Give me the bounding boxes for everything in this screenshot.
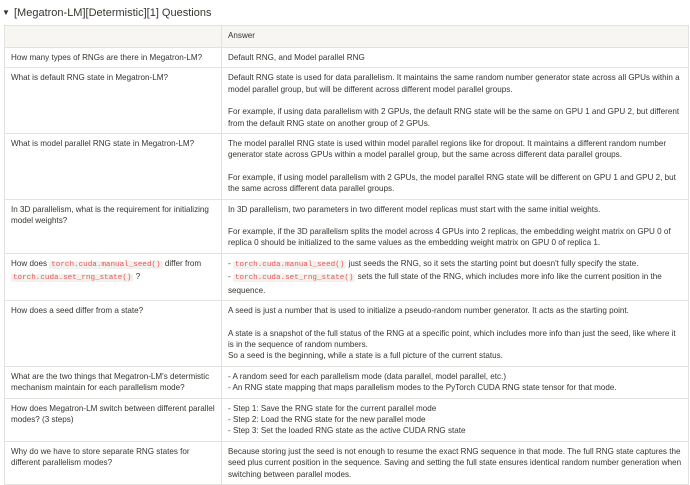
answer-list-item: - An RNG state mapping that maps parallelism modes to the PyTorch CUDA RNG state tensor for that mode. [228,383,617,393]
inline-code: torch.cuda.manual_seed() [234,260,345,269]
answer-list-item: - torch.cuda.manual_seed() just seeds the RNG, so it sets the starting point but doesn't fully specify the state. [228,258,639,269]
answer-list-item: - Step 1: Save the RNG state for the current parallel mode [228,403,437,413]
table-row [5,68,689,134]
inline-code: torch.cuda.manual_seed() [51,260,161,269]
answer-paragraph: A state is a snapshot of the full status of the RNG at a specific point, which includes more info than just the seed, like where it is in the sequence of random numbers. [228,328,676,349]
answer-paragraph: For example, if using data parallelism with 2 GPUs, the default RNG state will be the same on GPU 1 and GPU 2, but different from the default RNG state on another group of 2 GPUs. [228,107,680,128]
inline-code: torch.cuda.set_rng_state() [234,274,354,283]
table-row [5,199,689,253]
answer-paragraph: Default RNG state is used for data parallelism. It maintains the same random number generator state across all GPUs within a model parallel group, but will be different across different model parallel groups. [228,73,680,94]
question-cell[interactable]: How does a seed differ from a state? [5,301,222,367]
table-row [5,134,689,200]
question-cell[interactable]: What is default RNG state in Megatron-LM? [5,68,222,134]
answer-cell[interactable] [222,199,689,253]
table-row [5,253,689,300]
toggle-arrow-icon[interactable]: ▼ [2,8,10,17]
inline-code: torch.cuda.set_rng_state() [13,274,132,283]
answer-paragraph: For example, if the 3D parallelism splits the model across 4 GPUs into 2 replicas, the embedding weight matrix on GPU 0 of replica 0 should be initialized to the same values as the embedding weight matrix on GPU 0 of replica 1. [228,227,671,248]
question-cell[interactable]: How does Megatron-LM switch between different parallel modes? (3 steps) [5,398,222,441]
question-cell[interactable] [5,253,222,300]
answer-paragraph: The model parallel RNG state is used within model parallel regions like for dropout. It maintains a different random number generator state across GPUs within a model parallel group, but the same across different data parallel groups. [228,139,667,160]
answer-paragraph: So a seed is the beginning, while a state is a full picture of the current status. [228,351,503,361]
table-row [5,48,689,68]
question-cell[interactable]: In 3D parallelism, what is the requirement for initializing model weights? [5,199,222,253]
answer-list-item: - A random seed for each parallelism mode (data parallel, model parallel, etc.) [228,371,507,381]
answer-cell[interactable] [222,398,689,441]
page-header [0,0,690,25]
answer-cell[interactable] [222,301,689,367]
answer-list-item: - Step 2: Load the RNG state for the new parallel mode [228,414,426,424]
question-cell[interactable]: What are the two things that Megatron-LM's determistic mechanism maintain for each parallelism mode? [5,366,222,398]
answer-cell[interactable] [222,253,689,300]
answer-cell[interactable] [222,134,689,200]
answer-cell[interactable] [222,68,689,134]
answer-cell[interactable]: Default RNG, and Model parallel RNG [222,48,689,68]
answer-paragraph: A seed is just a number that is used to initialize a pseudo-random number generator. It acts as the starting point. [228,306,629,316]
answer-column-header[interactable]: Answer [222,26,689,48]
answer-cell[interactable]: Because storing just the seed is not enough to resume the exact RNG sequence in that mode. The full RNG state captures the seed plus current position in the sequence. Saving and setting the full state ensures identical random number generation when switching between parallel modes. [222,441,689,484]
question-text: differ from [162,258,202,268]
questions-table [4,25,689,485]
question-cell[interactable]: How many types of RNGs are there in Megatron-LM? [5,48,222,68]
answer-list-item: - Step 3: Set the loaded RNG state as the active CUDA RNG state [228,426,466,436]
question-cell[interactable]: What is model parallel RNG state in Megatron-LM? [5,134,222,200]
question-text: How does [11,258,50,268]
question-column-header[interactable] [5,26,222,48]
answer-paragraph: In 3D parallelism, two parameters in two different model replicas must start with the same initial weights. [228,204,601,214]
table-row [5,301,689,367]
table-row [5,398,689,441]
question-text: ? [133,272,141,282]
table-row [5,441,689,484]
answer-paragraph: For example, if using model parallelism with 2 GPUs, the model parallel RNG state will be different on GPU 1 and GPU 2, but the same across different data parallel groups. [228,172,676,194]
table-header-row [5,26,689,48]
answer-list-item: - torch.cuda.set_rng_state() sets the full state of the RNG, which includes more info like the current position in the sequence. [228,272,662,295]
page-title: [Megatron-LM][Determistic][1] Questions [14,6,212,19]
table-row [5,366,689,398]
answer-cell[interactable] [222,366,689,398]
question-cell[interactable]: Why do we have to store separate RNG states for different parallelism modes? [5,441,222,484]
